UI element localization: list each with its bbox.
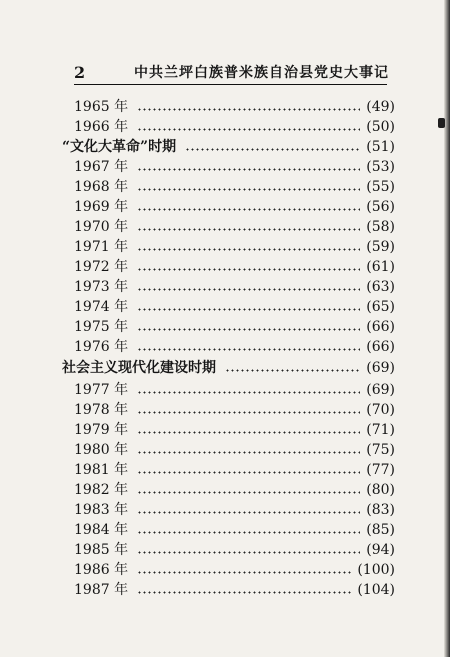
dot-leader: [185, 148, 360, 151]
entry-label: 1983 年: [74, 502, 129, 518]
entry-label: 1975 年: [74, 319, 129, 335]
entry-label: 1969 年: [74, 199, 129, 215]
entry-page: (63): [366, 279, 395, 295]
toc-entry[interactable]: [74, 237, 395, 257]
entry-label: “文化大革命”时期: [62, 139, 177, 155]
toc-entry[interactable]: [74, 277, 395, 297]
entry-page: (69): [366, 382, 395, 398]
toc-entry[interactable]: [74, 560, 395, 580]
dot-leader: [137, 511, 360, 514]
entry-label: 1976 年: [74, 339, 129, 355]
entry-page: (61): [366, 259, 395, 275]
entry-page: (75): [366, 442, 395, 458]
entry-page: (65): [366, 299, 395, 315]
dot-leader: [225, 369, 360, 372]
dot-leader: [137, 128, 360, 131]
page-edge: [444, 0, 450, 657]
entry-page: (50): [366, 119, 395, 135]
toc-entry[interactable]: [74, 117, 395, 137]
toc-entry[interactable]: [74, 337, 395, 357]
toc-section-heading[interactable]: [62, 137, 395, 157]
entry-page: (77): [366, 462, 395, 478]
entry-page: (83): [366, 502, 395, 518]
entry-label: 1974 年: [74, 299, 129, 315]
dot-leader: [137, 208, 360, 211]
entry-label: 1968 年: [74, 179, 129, 195]
entry-page: (80): [366, 482, 395, 498]
toc-entry[interactable]: [74, 440, 395, 460]
toc-entry[interactable]: [74, 420, 395, 440]
dot-leader: [137, 328, 360, 331]
toc-entry[interactable]: [74, 460, 395, 480]
entry-label: 1965 年: [74, 99, 129, 115]
entry-page: (69): [366, 360, 395, 376]
running-header: [74, 61, 387, 86]
entry-page: (53): [366, 159, 395, 175]
entry-page: (85): [366, 522, 395, 538]
entry-label: 社会主义现代化建设时期: [62, 360, 216, 376]
entry-page: (49): [366, 99, 395, 115]
entry-page: (94): [366, 542, 395, 558]
dot-leader: [137, 268, 360, 271]
entry-page: (58): [366, 219, 395, 235]
dot-leader: [137, 108, 360, 111]
entry-label: 1982 年: [74, 482, 129, 498]
header-rule: [74, 84, 387, 85]
entry-label: 1979 年: [74, 422, 129, 438]
dot-leader: [137, 248, 360, 251]
dot-leader: [137, 308, 360, 311]
entry-label: 1981 年: [74, 462, 129, 478]
entry-label: 1987 年: [74, 582, 129, 598]
toc-entry[interactable]: [74, 197, 395, 217]
entry-page: (55): [366, 179, 395, 195]
dot-leader: [137, 491, 360, 494]
toc-entry[interactable]: [74, 400, 395, 420]
toc-entry[interactable]: [74, 317, 395, 337]
entry-label: 1972 年: [74, 259, 129, 275]
book-title: 中共兰坪白族普米族自治县党史大事记: [134, 65, 389, 81]
entry-label: 1985 年: [74, 542, 129, 558]
page-edge-mark: [438, 118, 445, 128]
toc-entry[interactable]: [74, 480, 395, 500]
toc-entry[interactable]: [74, 297, 395, 317]
dot-leader: [137, 471, 360, 474]
toc-entry[interactable]: [74, 380, 395, 400]
entry-label: 1980 年: [74, 442, 129, 458]
dot-leader: [137, 531, 360, 534]
toc-entry[interactable]: [74, 500, 395, 520]
page-number: 2: [74, 63, 86, 82]
dot-leader: [137, 431, 360, 434]
toc-section-heading[interactable]: [62, 358, 395, 378]
entry-label: 1971 年: [74, 239, 129, 255]
entry-page: (100): [357, 562, 395, 578]
dot-leader: [137, 451, 360, 454]
dot-leader: [137, 591, 351, 594]
toc-entry[interactable]: [74, 97, 395, 117]
entry-label: 1966 年: [74, 119, 129, 135]
dot-leader: [137, 228, 360, 231]
dot-leader: [137, 188, 360, 191]
entry-label: 1977 年: [74, 382, 129, 398]
entry-page: (104): [357, 582, 395, 598]
entry-page: (70): [366, 402, 395, 418]
toc-entry[interactable]: [74, 520, 395, 540]
entry-page: (66): [366, 319, 395, 335]
entry-page: (59): [366, 239, 395, 255]
entry-page: (56): [366, 199, 395, 215]
entry-page: (66): [366, 339, 395, 355]
dot-leader: [137, 391, 360, 394]
dot-leader: [137, 168, 360, 171]
toc-entry[interactable]: [74, 177, 395, 197]
entry-label: 1973 年: [74, 279, 129, 295]
entry-page: (51): [366, 139, 395, 155]
entry-label: 1984 年: [74, 522, 129, 538]
entry-page: (71): [366, 422, 395, 438]
toc-entry[interactable]: [74, 580, 395, 600]
toc-entry[interactable]: [74, 257, 395, 277]
entry-label: 1986 年: [74, 562, 129, 578]
entry-label: 1978 年: [74, 402, 129, 418]
toc-entry[interactable]: [74, 157, 395, 177]
dot-leader: [137, 411, 360, 414]
dot-leader: [137, 288, 360, 291]
dot-leader: [137, 571, 351, 574]
entry-label: 1967 年: [74, 159, 129, 175]
dot-leader: [137, 348, 360, 351]
toc-entry[interactable]: [74, 217, 395, 237]
entry-label: 1970 年: [74, 219, 129, 235]
dot-leader: [137, 551, 360, 554]
toc-entry[interactable]: [74, 540, 395, 560]
